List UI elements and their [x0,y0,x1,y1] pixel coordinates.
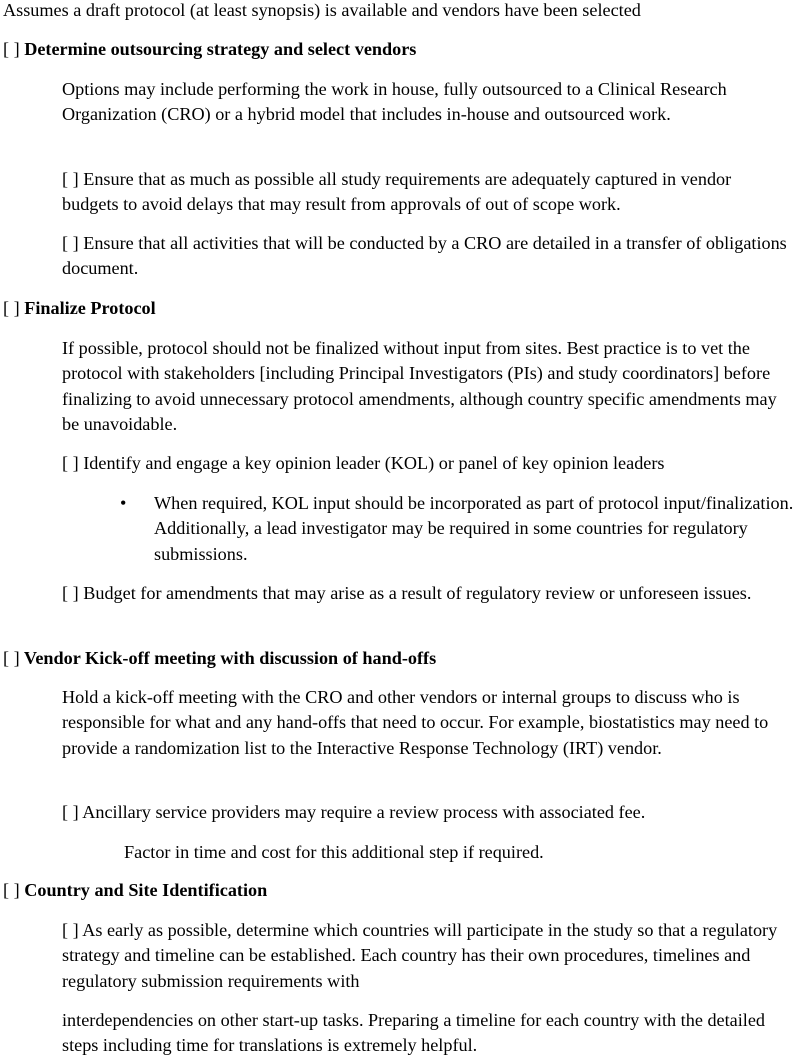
task-text: Identify and engage a key opinion leader (KOL) or panel of key opinion leaders [83,453,665,473]
task-text: Ensure that all activities that will be conducted by a CRO are detailed in a transfer of obligations document. [62,233,787,279]
paragraph-interdependencies: interdependencies on other start-up tasks. Preparing a timeline for each country with the detailed steps including time for translations is extremely helpful. [62,1010,766,1056]
section-heading-vendor-kickoff [3,646,793,671]
bullet-text: When required, KOL input should be incorporated as part of protocol input/finalization. Additionally, a lead investigator may be required in some countries for regulatory submissions. [154,493,794,564]
checkbox[interactable]: [ ] [62,920,79,940]
paragraph-kickoff-meeting: Hold a kick-off meeting with the CRO and other vendors or internal groups to discuss who is responsible for what and any hand-offs that need to occur. For example, biostatistics may need to provide a randomization list to the Interactive Response Technology (IRT) vendor. [62,687,769,758]
task-determine-countries [62,918,794,994]
task-engage-kol [62,451,792,476]
task-budget-capture [62,167,792,218]
section-heading-outsourcing [3,37,793,62]
checkbox[interactable]: [ ] [62,169,79,189]
task-text: Ensure that as much as possible all study requirements are adequately captured in vendor budgets to avoid delays that may result from approvals of out of scope work. [62,169,732,215]
section-heading-label: Country and Site Identification [24,880,268,900]
intro-text: Assumes a draft protocol (at least synopsis) is available and vendors have been selected [3,0,641,20]
section-heading-country-site [3,878,793,903]
bullet-kol-input [120,491,794,567]
paragraph-protocol-input: If possible, protocol should not be finalized without input from sites. Best practice is to vet the protocol with stakeholders [including Principal Investigators (PIs) and study coordinators] before finalizing to avoid unnecessary protocol amendments, although country specific amendments may be unavoidable. [62,338,777,434]
task-text: As early as possible, determine which countries will participate in the study so that a regulatory strategy and timeline can be established. Each country has their own procedures, timelines and regulatory submission requirements with [62,920,778,991]
checkbox[interactable]: [ ] [3,39,20,59]
checkbox[interactable]: [ ] [62,802,79,822]
section-heading-label: Finalize Protocol [24,298,156,318]
task-text: Budget for amendments that may arise as a result of regulatory review or unforeseen issues. [83,583,752,603]
task-transfer-obligations [62,231,794,282]
checkbox[interactable]: [ ] [3,880,20,900]
checkbox[interactable]: [ ] [3,648,20,668]
task-ancillary-review [62,800,792,825]
checkbox[interactable]: [ ] [62,233,79,253]
paragraph-outsourcing-options: Options may include performing the work in house, fully outsourced to a Clinical Research Organization (CRO) or a hybrid model that includes in-house and outsourced work. [62,79,727,125]
section-heading-finalize-protocol [3,296,793,321]
checkbox[interactable]: [ ] [62,453,79,473]
task-text: Ancillary service providers may require a review process with associated fee. [82,802,646,822]
section-heading-label: Vendor Kick-off meeting with discussion of hand-offs [23,648,437,668]
task-budget-amendments [62,581,794,606]
bullet-icon: • [120,493,127,513]
checkbox[interactable]: [ ] [62,583,79,603]
note-factor-time-cost: Factor in time and cost for this additional step if required. [124,842,544,862]
section-heading-label: Determine outsourcing strategy and select vendors [24,39,417,59]
checkbox[interactable]: [ ] [3,298,20,318]
